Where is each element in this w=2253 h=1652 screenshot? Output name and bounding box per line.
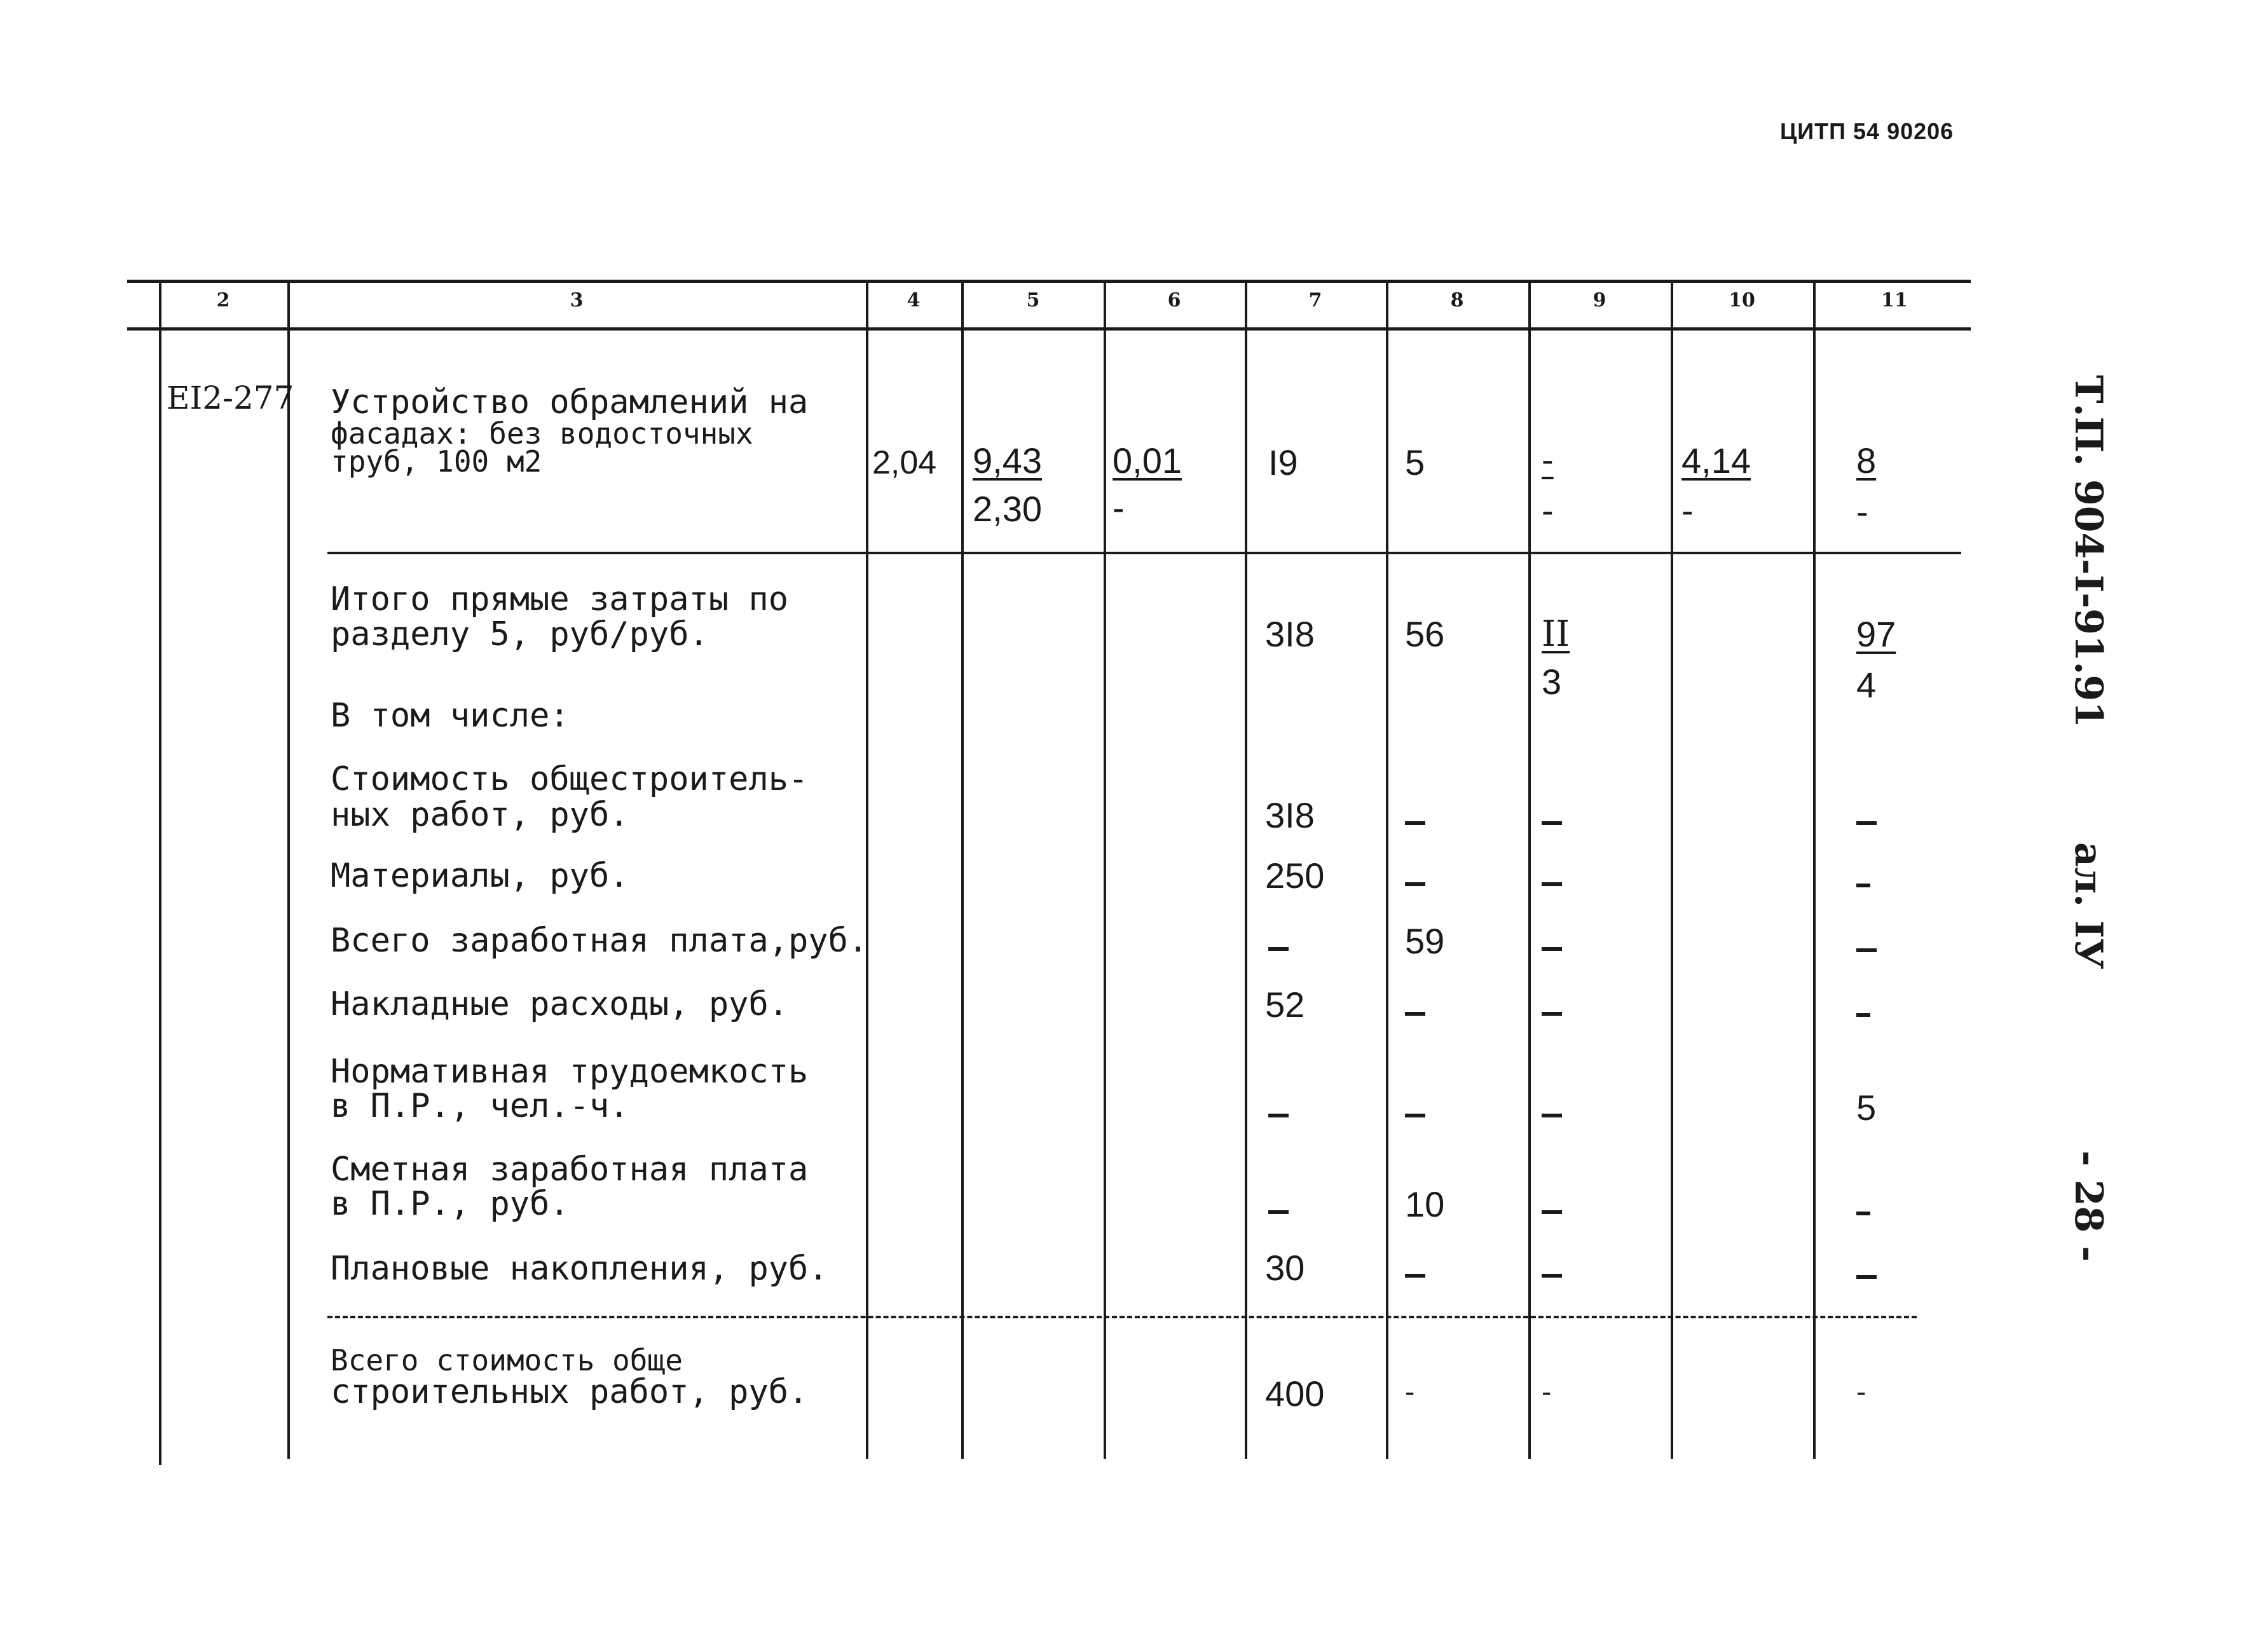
wage-c8: 59 [1405, 921, 1445, 961]
general-c8-dash [1405, 821, 1425, 825]
plan-label: Плановые накопления, руб. [331, 1250, 828, 1288]
wage-c11-dash [1856, 948, 1877, 952]
total-c11-top: 97 [1856, 614, 1896, 654]
est-wage-c7-dash [1268, 1210, 1289, 1214]
col-num-11: 11 [1881, 289, 1908, 311]
side-page-number: - 28 - [2066, 1150, 2111, 1262]
est-wage-label-line-2: в П.Р., руб. [331, 1185, 570, 1223]
col-num-3: 3 [570, 289, 584, 311]
general-c11-dash [1856, 821, 1877, 825]
grand-c9: - [1542, 1375, 1552, 1408]
wage-c9-dash [1542, 947, 1562, 951]
item-c8: 5 [1405, 442, 1425, 482]
col-num-10: 10 [1729, 289, 1755, 311]
plan-c8-dash [1405, 1274, 1425, 1278]
total-c9-top: II [1542, 613, 1570, 655]
item-c9-top: - [1542, 439, 1554, 479]
overhead-label: Накладные расходы, руб. [331, 985, 789, 1023]
item-c5-bottom: 2,30 [973, 489, 1042, 529]
overhead-c7: 52 [1265, 985, 1305, 1025]
labor-c9-dash [1542, 1114, 1562, 1117]
materials-label: Материалы, руб. [331, 857, 629, 895]
col-border-3 [866, 280, 868, 1459]
side-doc-number: Т.П. 904-I-91.91 [2066, 375, 2111, 728]
item-bottom-rule [327, 552, 1961, 554]
labor-c7-dash [1268, 1114, 1289, 1117]
table-top-rule [127, 280, 1971, 283]
item-c10-bottom: - [1681, 490, 1694, 530]
overhead-c11-dash [1856, 1013, 1870, 1017]
item-desc-line-3: труб, 100 м2 [331, 444, 542, 479]
col-border-7 [1386, 280, 1388, 1459]
col-border-2 [287, 280, 290, 1459]
grand-label-line-1: Всего стоимость обще [331, 1343, 683, 1377]
col-border-9 [1671, 280, 1673, 1459]
total-label-line-1: Итого прямые затраты по [331, 580, 789, 618]
total-c7: 3I8 [1265, 614, 1315, 654]
col-num-9: 9 [1592, 289, 1606, 311]
col-border-10 [1813, 280, 1816, 1459]
col-num-5: 5 [1026, 289, 1040, 311]
item-c5-top: 9,43 [973, 440, 1042, 481]
grand-c7: 400 [1265, 1374, 1325, 1414]
item-c11-bottom: - [1856, 491, 1868, 531]
col-border-8 [1528, 280, 1531, 1459]
including-label: В том числе: [331, 697, 570, 735]
est-wage-c8: 10 [1405, 1184, 1445, 1224]
col-num-7: 7 [1308, 289, 1322, 311]
plan-c9-dash [1542, 1274, 1562, 1278]
col-num-2: 2 [216, 289, 230, 311]
col-border-4 [961, 280, 964, 1459]
total-c11-bottom: 4 [1856, 665, 1877, 705]
item-code: EI2-277 [167, 379, 294, 416]
est-wage-label-line-1: Сметная заработная плата [331, 1150, 809, 1189]
plan-c7: 30 [1265, 1248, 1305, 1288]
item-c11-top: 8 [1856, 440, 1877, 481]
table-header-rule [127, 327, 1971, 331]
wage-label: Всего заработная плата,руб. [331, 922, 868, 960]
labor-label-line-1: Нормативная трудоемкость [331, 1053, 809, 1091]
item-c7: I9 [1268, 442, 1298, 482]
doc-code: ЦИТП 54 90206 [1780, 118, 1954, 144]
plan-c11-dash [1856, 1275, 1877, 1279]
col-border-1 [159, 280, 161, 1465]
overhead-c8-dash [1405, 1012, 1425, 1016]
col-num-6: 6 [1167, 289, 1181, 311]
grand-c11: - [1856, 1375, 1866, 1408]
item-desc-line-2: фасадах: без водосточных [331, 416, 753, 451]
materials-c9-dash [1542, 882, 1562, 886]
materials-c7: 250 [1265, 856, 1325, 896]
materials-c11-dash [1856, 884, 1870, 887]
item-desc-line-1: Устройство обрамлений на [331, 383, 809, 421]
grand-c8: - [1405, 1375, 1415, 1408]
side-volume: ал. IУ [2066, 842, 2111, 969]
labor-c8-dash [1405, 1114, 1425, 1117]
item-c10-top: 4,14 [1681, 440, 1751, 481]
total-label-line-2: разделу 5, руб/руб. [331, 615, 709, 653]
item-c6-top: 0,01 [1113, 440, 1182, 481]
general-label-line-1: Стоимость общестроитель- [331, 760, 809, 798]
col-num-8: 8 [1450, 289, 1464, 311]
col-num-4: 4 [907, 289, 921, 311]
summary-dashed-rule [327, 1316, 1917, 1318]
item-c4: 2,04 [872, 444, 937, 481]
col-border-5 [1104, 280, 1106, 1459]
est-wage-c11-dash [1856, 1212, 1870, 1215]
item-c9-bottom: - [1542, 490, 1554, 530]
est-wage-c9-dash [1542, 1210, 1562, 1214]
total-c9-bottom: 3 [1542, 662, 1562, 702]
col-border-6 [1245, 280, 1247, 1459]
labor-c11: 5 [1856, 1088, 1877, 1128]
grand-label-line-2: строительных работ, руб. [331, 1373, 809, 1411]
general-c7: 3I8 [1265, 795, 1315, 835]
general-label-line-2: ных работ, руб. [331, 796, 629, 834]
overhead-c9-dash [1542, 1012, 1562, 1016]
wage-c7-dash [1268, 947, 1289, 951]
item-c6-bottom: - [1113, 488, 1125, 528]
total-c8: 56 [1405, 614, 1445, 654]
labor-label-line-2: в П.Р., чел.-ч. [331, 1087, 629, 1125]
materials-c8-dash [1405, 882, 1425, 886]
general-c9-dash [1542, 821, 1562, 825]
